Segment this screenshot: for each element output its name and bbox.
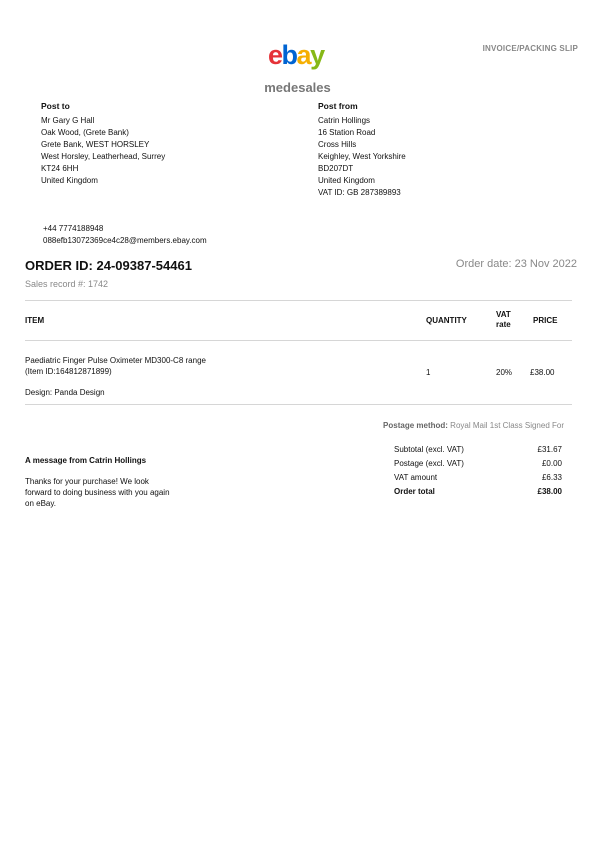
- postage-value: Royal Mail 1st Class Signed For: [450, 421, 564, 430]
- sales-record: Sales record #: 1742: [25, 279, 109, 289]
- post-from-block: [318, 100, 406, 199]
- vat-value: £6.33: [541, 473, 562, 482]
- item-price: £38.00: [530, 368, 555, 377]
- postage-method: [383, 421, 564, 430]
- divider: [25, 340, 572, 341]
- subtotal-value: £31.67: [537, 445, 562, 454]
- address-line: West Horsley, Leatherhead, Surrey: [41, 152, 166, 161]
- item-quantity: 1: [426, 368, 431, 377]
- logo-letter: b: [281, 40, 297, 70]
- address-line: United Kingdom: [41, 176, 98, 185]
- address-line: 16 Station Road: [318, 128, 376, 137]
- seller-name: medesales: [264, 80, 331, 95]
- address-line: Cross Hills: [318, 140, 357, 149]
- item-variant: Design: Panda Design: [25, 388, 105, 397]
- divider: [25, 300, 572, 301]
- ebay-logo: [268, 40, 324, 70]
- vat-label: VAT amount: [394, 473, 438, 482]
- postage-label: Postage method:: [383, 421, 448, 430]
- address-line: Mr Gary G Hall: [41, 116, 95, 125]
- address-line: BD207DT: [318, 164, 354, 173]
- order-id: ORDER ID: 24-09387-54461: [25, 258, 192, 273]
- totals-block: [394, 443, 562, 499]
- logo-letter: e: [268, 40, 282, 70]
- address-line: United Kingdom: [318, 176, 375, 185]
- order-total-label: Order total: [394, 487, 435, 496]
- address-line: Keighley, West Yorkshire: [318, 152, 406, 161]
- post-from-title: Post from: [318, 101, 358, 111]
- order-total-row: [394, 485, 562, 499]
- order-total-value: £38.00: [537, 487, 562, 496]
- address-line: Grete Bank, WEST HORSLEY: [41, 140, 150, 149]
- item-title: Paediatric Finger Pulse Oximeter MD300-C8 range: [25, 356, 206, 365]
- buyer-contact: [43, 223, 207, 247]
- address-line: Oak Wood, (Grete Bank): [41, 128, 129, 137]
- message-body: Thanks for your purchase! We look forward to doing business with you again on eBay.: [25, 477, 170, 508]
- logo-letter: a: [296, 40, 311, 70]
- column-header-quantity: QUANTITY: [426, 316, 467, 325]
- divider: [25, 404, 572, 405]
- item-id: (Item ID:164812871899): [25, 367, 112, 376]
- address-line: Catrin Hollings: [318, 116, 371, 125]
- subtotal-label: Subtotal (excl. VAT): [394, 445, 464, 454]
- order-date: Order date: 23 Nov 2022: [455, 258, 577, 270]
- postage-row: [394, 457, 562, 471]
- item-vat: 20%: [496, 368, 513, 377]
- column-header-item: ITEM: [25, 316, 45, 325]
- post-to-block: [41, 100, 165, 187]
- column-header-vat-rate: VAT rate: [496, 310, 511, 329]
- column-header-price: PRICE: [533, 316, 558, 325]
- vat-row: [394, 471, 562, 485]
- document-type: INVOICE/PACKING SLIP: [482, 44, 578, 53]
- post-to-title: Post to: [41, 101, 70, 111]
- logo-letter: y: [310, 40, 324, 70]
- subtotal-row: [394, 443, 562, 457]
- message-title: A message from Catrin Hollings: [25, 456, 147, 465]
- email-address: 088efb13072369ce4c28@members.ebay.com: [43, 236, 207, 245]
- address-line: KT24 6HH: [41, 164, 79, 173]
- vat-id: VAT ID: GB 287389893: [318, 188, 401, 197]
- table-row: [25, 355, 405, 398]
- postage-total-value: £0.00: [541, 459, 562, 468]
- postage-total-label: Postage (excl. VAT): [394, 459, 464, 468]
- phone-number: +44 7774188948: [43, 224, 104, 233]
